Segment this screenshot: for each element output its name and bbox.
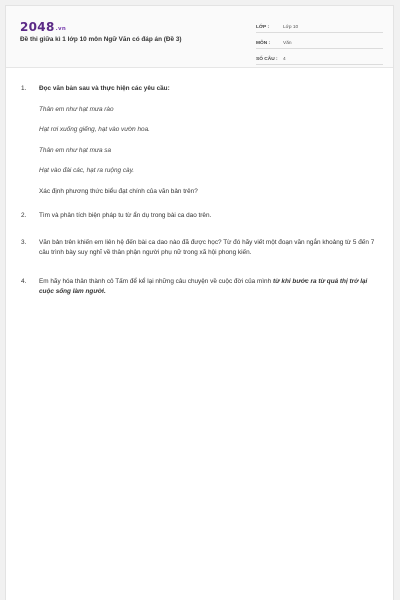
question-number: 2. — [21, 212, 27, 219]
verse-line: Thân em như hạt mưa rào — [39, 105, 114, 113]
logo-text: 2048 — [20, 20, 55, 34]
question-emphasis: từ khi bước ra từ quả thị trở lại cuộc sống làm người. — [39, 277, 368, 295]
meta-value: Lớp 10 — [283, 25, 299, 30]
site-logo[interactable] — [20, 20, 66, 34]
document-title: Đề thi giữa kì 1 lớp 10 môn Ngữ Văn có đáp án (Đề 3) — [20, 36, 182, 43]
verse-line: Hạt vào đài các, hạt ra ruộng cày. — [39, 167, 135, 174]
exam-content — [21, 84, 383, 298]
logo-tld: .vn — [55, 26, 67, 32]
verse-line: Hạt rơi xuống giếng, hạt vào vườn hoa. — [39, 126, 150, 133]
question-number: 3. — [21, 238, 27, 246]
meta-row-subject — [256, 35, 383, 49]
meta-value: 4 — [283, 57, 286, 62]
question-body — [39, 84, 383, 197]
question-text: Văn bản trên khiến em liên hệ đến bài ca dao nào đã được học? Từ đó hãy viết một đoạn văn ngắn khoảng từ 5 đến 7 câu trình bày suy nghĩ về thân phận người phụ nữ trong xã hội phong kiến. — [39, 238, 375, 256]
question-task: Xác định phương thức biểu đạt chính của văn bản trên? — [39, 187, 198, 195]
exam-meta — [256, 19, 383, 67]
question-2 — [21, 211, 383, 222]
meta-row-class — [256, 19, 383, 33]
meta-row-count — [256, 51, 383, 65]
question-text: Em hãy hóa thân thành cô Tấm để kể lại những câu chuyện về cuộc đời của mình — [39, 277, 273, 285]
meta-label: MÔN : — [256, 41, 271, 46]
question-4 — [21, 277, 383, 298]
question-prompt: Đọc văn bản sau và thực hiện các yêu cầu: — [39, 85, 170, 92]
verse-line: Thân em như hạt mưa sa — [39, 146, 112, 154]
question-number: 1. — [21, 85, 27, 92]
meta-label: SỐ CÂU : — [256, 57, 278, 62]
meta-value: Văn — [283, 41, 292, 46]
question-number: 4. — [21, 277, 27, 285]
meta-label: LỚP : — [256, 25, 270, 30]
question-text: Tìm và phân tích biện pháp tu từ ẩn dụ trong bài ca dao trên. — [39, 212, 212, 219]
exam-page — [5, 5, 394, 600]
document-header — [6, 6, 393, 68]
question-1 — [21, 84, 383, 197]
question-3 — [21, 238, 383, 259]
question-body — [39, 277, 383, 298]
